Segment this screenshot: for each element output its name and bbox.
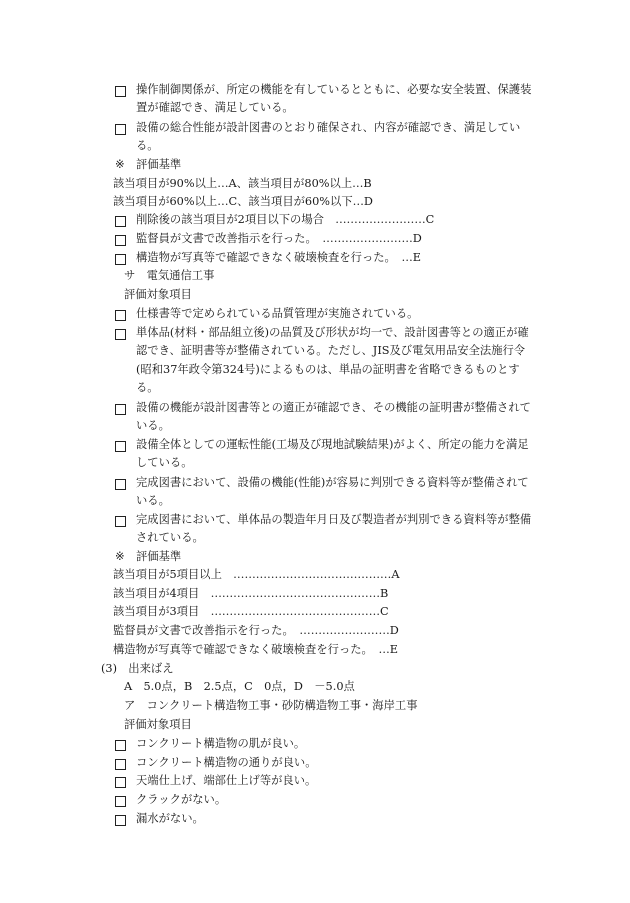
criteria-heading: 評価基準 (136, 550, 182, 563)
list-item: 設備の総合性能が設計図書のとおり確保され、内容が確認でき、満足してい (136, 121, 521, 134)
checkbox-icon (115, 310, 126, 321)
note-mark: ※ (115, 550, 125, 563)
list-item: 設備の機能が設計図書等との適正が確認でき、その機能の証明書が整備されて (136, 401, 531, 414)
checkbox-icon (115, 404, 126, 415)
list-item-continuation: る。 (136, 139, 159, 152)
list-item: 完成図書において、単体品の製造年月日及び製造者が判別できる資料等が整備 (136, 513, 532, 526)
list-item: 漏水がない。 (136, 812, 204, 825)
list-item-continuation: (昭和37年政令第324号)によるものは、単品の証明書を省略できるものとす (136, 363, 520, 376)
criteria-line: 該当項目が90%以上…A、該当項目が80%以上…B (113, 177, 372, 190)
note-mark: ※ (115, 158, 125, 171)
criteria-line: 構造物が写真等で確認できなく破壊検査を行った。 …E (113, 643, 399, 656)
criteria-line: 該当項目が4項目 ………………………………………B (113, 587, 389, 600)
checkbox-icon (115, 86, 126, 97)
criteria-line: 該当項目が60%以上…C、該当項目が60%以下…D (113, 195, 373, 208)
list-item: クラックがない。 (136, 793, 227, 806)
checkbox-icon (115, 759, 126, 770)
checkbox-icon (115, 254, 126, 265)
checkbox-icon (115, 796, 126, 807)
list-item: コンクリート構造物の通りが良い。 (136, 756, 317, 769)
criteria-line: 該当項目が3項目 ………………………………………C (113, 605, 389, 618)
list-item: 天端仕上げ、端部仕上げ等が良い。 (136, 774, 317, 787)
section-heading: サ 電気通信工事 (124, 269, 215, 282)
list-item-continuation: されている。 (136, 531, 204, 544)
criteria-line: 監督員が文書で改善指示を行った。 ……………………D (136, 232, 422, 245)
criteria-heading: 評価基準 (136, 158, 182, 171)
list-item-continuation: 置が確認でき、満足している。 (136, 101, 294, 114)
list-item-continuation: いる。 (136, 494, 170, 507)
checkbox-icon (115, 777, 126, 788)
checkbox-icon (115, 516, 126, 527)
sub-heading: 評価対象項目 (124, 288, 192, 301)
list-item-continuation: る。 (136, 381, 159, 394)
list-item: 完成図書において、設備の機能(性能)が容易に判別できる資料等が整備されて (136, 476, 529, 489)
criteria-line: 削除後の該当項目が2項目以下の場合 ……………………C (136, 213, 435, 226)
criteria-line: 構造物が写真等で確認できなく破壊検査を行った。 …E (136, 251, 422, 264)
list-item: 仕様書等で定められている品質管理が実施されている。 (136, 307, 419, 320)
list-item-continuation: している。 (136, 456, 193, 469)
list-item-continuation: 認でき、証明書等が整備されている。ただし、JIS及び電気用品安全法施行令 (136, 344, 526, 357)
criteria-line: 該当項目が5項目以上 ……………………………………A (113, 568, 400, 581)
sub-heading: ア コンクリート構造物工事・砂防構造物工事・海岸工事 (124, 699, 418, 712)
section-heading: (3) 出来ばえ (101, 662, 174, 675)
checkbox-icon (115, 216, 126, 227)
criteria-line: 監督員が文書で改善指示を行った。 ……………………D (113, 624, 399, 637)
list-item-continuation: いる。 (136, 419, 170, 432)
checkbox-icon (115, 740, 126, 751)
checkbox-icon (115, 124, 126, 135)
score-line: A 5.0点，B 2.5点，C 0点，D －5.0点 (124, 680, 355, 693)
checkbox-icon (115, 329, 126, 340)
list-item: 設備全体としての運転性能(工場及び現地試験結果)がよく、所定の能力を満足 (136, 438, 529, 451)
checkbox-icon (115, 441, 126, 452)
list-item: 操作制御関係が、所定の機能を有しているとともに、必要な安全装置、保護装 (136, 83, 532, 96)
list-item: 単体品(材料・部品組立後)の品質及び形状が均一で、設計図書等との適正が確 (136, 326, 529, 339)
checkbox-icon (115, 815, 126, 826)
checkbox-icon (115, 479, 126, 490)
checkbox-icon (115, 235, 126, 246)
list-item: コンクリート構造物の肌が良い。 (136, 737, 306, 750)
sub-heading: 評価対象項目 (124, 718, 192, 731)
